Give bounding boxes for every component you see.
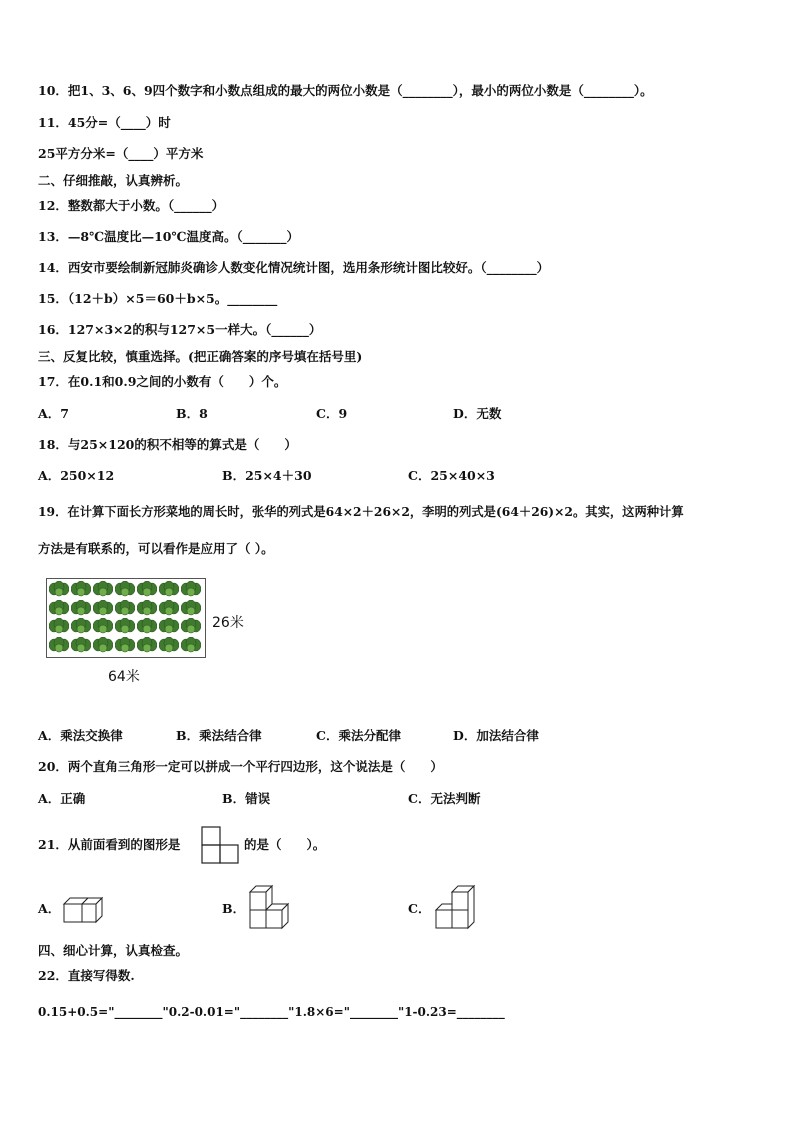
vegetable-icon [181,618,201,634]
question-15: 15．（12＋b）×5＝60＋b×5。________ [38,291,278,306]
vegetable-icon [71,618,91,634]
vegetable-icon [93,600,113,616]
vegetable-icon [71,581,91,597]
q17-option-a: A．7 [38,406,69,421]
option-c-cubes-icon [432,884,478,930]
question-12: 12．整数都大于小数。（______） [38,198,225,213]
vegetable-icon [49,618,69,634]
q20-option-c: C．无法判断 [408,791,481,806]
vegetable-icon [137,618,157,634]
length-label: 64米 [108,669,140,685]
section-4-title: 四、细心计算，认真检查。 [38,943,189,958]
vegetable-icon [71,637,91,653]
q18-option-a: A．250×12 [38,468,115,483]
q21-option-a: A． [38,901,61,916]
q19-option-d: D．加法结合律 [453,728,539,743]
question-17: 17．在0.1和0.9之间的小数有（ ）个。 [38,374,287,389]
q20-option-b: B．错误 [222,791,271,806]
q19-option-a: A．乘法交换律 [38,728,123,743]
q21-option-b: B． [222,901,246,916]
option-b-cubes-icon [246,884,292,930]
q17-option-d: D．无数 [453,406,502,421]
question-19-line2: 方法是有联系的，可以看作是应用了（ ）。 [38,541,274,556]
vegetable-icon [93,581,113,597]
vegetable-icon [181,581,201,597]
vegetable-icon [137,600,157,616]
width-label: 26米 [212,615,244,631]
vegetable-icon [159,581,179,597]
question-11a: 11．45分=（____）时 [38,115,171,130]
q17-option-b: B．8 [176,406,208,421]
vegetable-icon [49,637,69,653]
section-2-title: 二、仔细推敲，认真辨析。 [38,173,189,188]
q19-option-b: B．乘法结合律 [176,728,262,743]
section-3-title: 三、反复比较，慎重选择。(把正确答案的序号填在括号里) [38,349,363,364]
vegetable-icon [93,637,113,653]
vegetable-icon [71,600,91,616]
question-13: 13．—8℃温度比—10℃温度高。（_______） [38,229,299,244]
q20-option-a: A．正确 [38,791,86,806]
question-18: 18．与25×120的积不相等的算式是（ ） [38,437,297,452]
vegetable-icon [49,600,69,616]
vegetable-icon [159,637,179,653]
q18-option-c: C．25×40×3 [408,468,495,483]
vegetable-icon [137,637,157,653]
vegetable-icon [93,618,113,634]
question-20: 20．两个直角三角形一定可以拼成一个平行四边形，这个说法是（ ） [38,759,443,774]
vegetable-icon [159,600,179,616]
question-14: 14．西安市要绘制新冠肺炎确诊人数变化情况统计图，选用条形统计图比较好。（________） [38,260,550,275]
vegetable-icon [137,581,157,597]
question-10: 10．把1、3、6、9四个数字和小数点组成的最大的两位小数是（________），最小的两位小数是（________）。 [38,83,653,98]
question-21-suffix: 的是（ ）。 [244,837,326,852]
vegetable-garden-rectangle [46,578,206,658]
vegetable-icon [115,637,135,653]
vegetable-icon [49,581,69,597]
question-21-prefix: 21．从前面看到的图形是 [38,837,181,852]
front-view-shape-icon [200,825,242,865]
question-22-formulas: 0.15+0.5="________"0.2-0.01="________"1.8×6="________"1-0.23=________ [38,1005,505,1019]
question-16: 16．127×3×2的积与127×5一样大。（______） [38,322,322,337]
q19-option-c: C．乘法分配律 [316,728,401,743]
question-22: 22．直接写得数. [38,968,135,983]
option-a-cubes-icon [62,892,108,924]
vegetable-icon [115,581,135,597]
q17-option-c: C．9 [316,406,348,421]
question-11b: 25平方分米=（____）平方米 [38,146,204,161]
vegetable-icon [115,618,135,634]
q21-option-c: C． [408,901,431,916]
vegetable-icon [115,600,135,616]
q18-option-b: B．25×4＋30 [222,468,312,483]
vegetable-icon [181,600,201,616]
vegetable-icon [159,618,179,634]
question-19-line1: 19．在计算下面长方形菜地的周长时，张华的列式是64×2＋26×2，李明的列式是(64＋26)×2。其实，这两种计算 [38,504,684,519]
vegetable-icon [181,637,201,653]
